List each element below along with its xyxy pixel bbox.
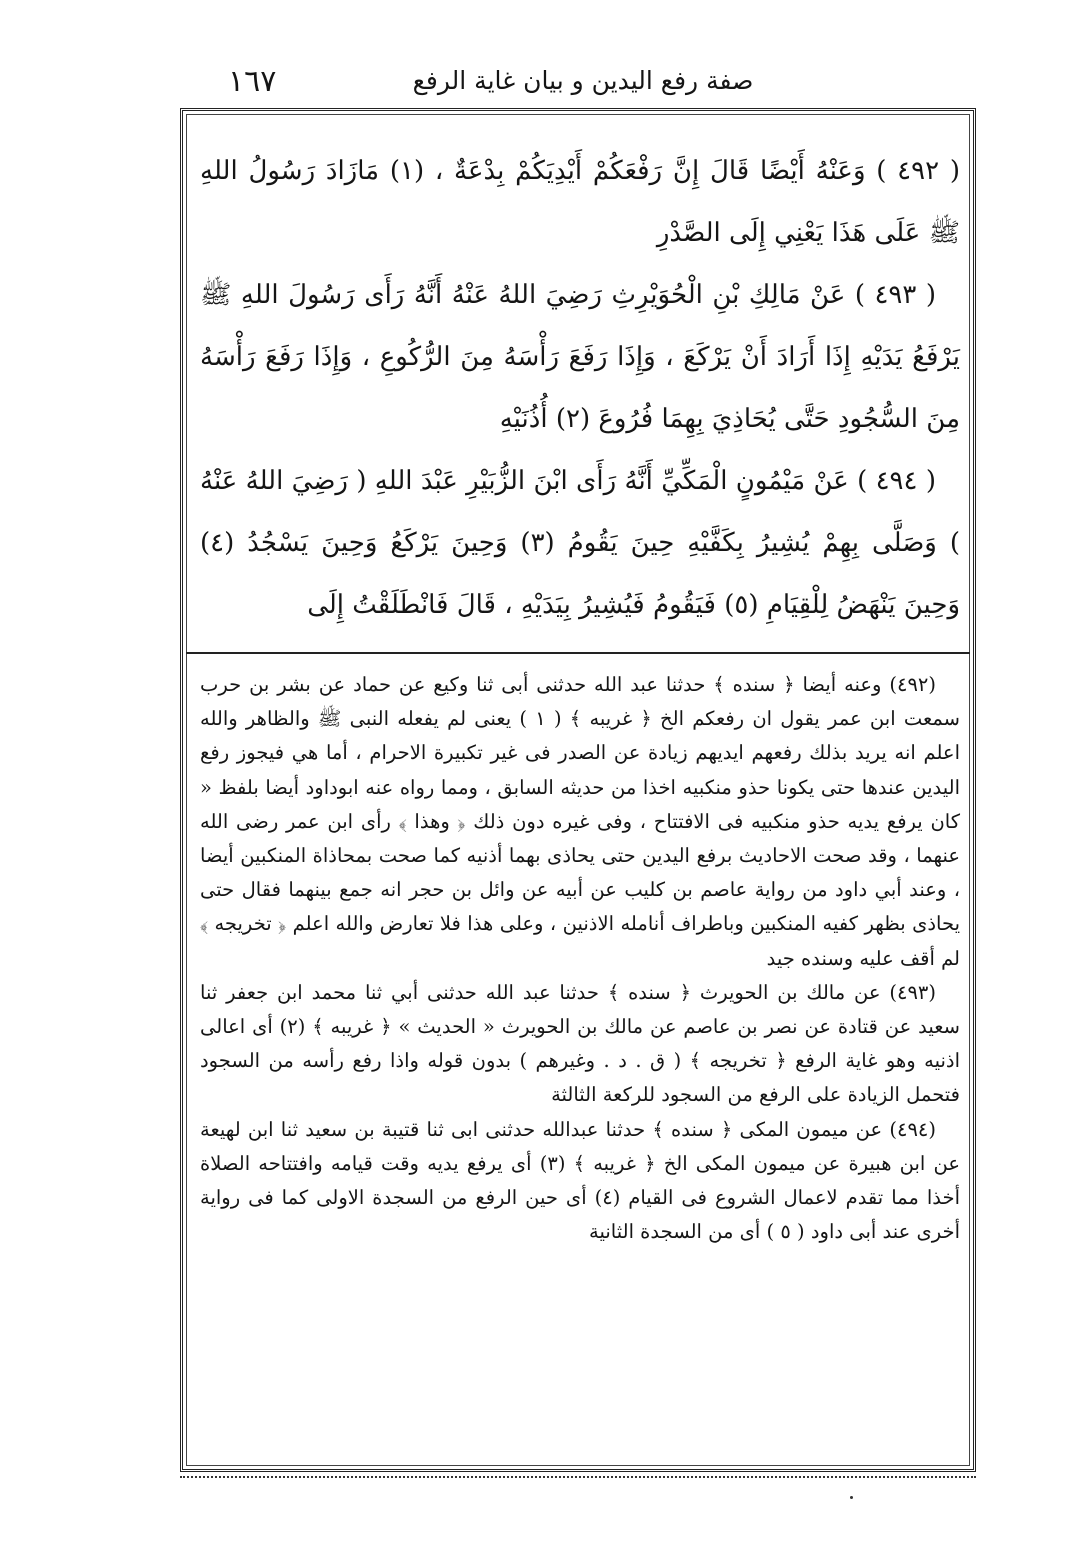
- hadith-493: ( ٤٩٣ ) عَنْ مَالِكِ بْنِ الْحُوَيْرِثِ رَضِيَ اللهُ عَنْهُ أَنَّهُ رَأَى رَسُولَ اللهِ ﷺ يَرْفَعُ يَدَيْهِ إِذَا أَرَادَ أَنْ يَرْكَعَ ، وَإِذَا رَفَعَ رَأْسَهُ مِنَ الرُّكُوعِ ، وَإِذَا رَفَعَ رَأْسَهُ مِنَ السُّجُودِ حَتَّى يُحَاذِيَ بِهِمَا فُرُوعَ (٢) أُذُنَيْهِ: [200, 280, 960, 434]
- commentary-492: (٤٩٢) وعنه أيضا ﴿ سنده ﴾ حدثنا عبد الله حدثنى أبى ثنا وكيع عن حماد عن بشر بن حرب سمعت ابن عمر يقول ان رفعكم الخ ﴿ غريبه ﴾ ( ١ ) يعنى لم يفعله النبى ﷺ والظاهر والله اعلم انه يريد بذلك رفعهم ايديهم زيادة عن الصدر فى غير تكبيرة الاحرام ، أما هي فيجوز رفع اليدين عندها حتى يكونا حذو منكبيه اخذا من حديثه السابق ، ومما رواه عنه ابوداود أيضا بلفظ « كان يرفع يديه حذو منكبيه فى الافتتاح ، وفى غيره دون ذلك ﴿ وهذا ﴾ رأى ابن عمر رضى الله عنهما ، وقد صحت الاحاديث برفع اليدين حتى يحاذى بهما أذنيه كما صحت بمحاذاة المنكبين أيضا ، وعند أبي داود من رواية عاصم بن كليب عن أبيه عن وائل بن حجر انه جمع بينهما فقال حتى يحاذى بظهر كفيه المنكبين وباطراف أنامله الاذنين ، وعلى هذا فلا تعارض والله اعلم ﴿ تخريجه ﴾ لم أقف عليه وسنده جيد: [200, 673, 961, 970]
- commentary-493: (٤٩٣) عن مالك بن الحويرث ﴿ سنده ﴾ حدثنا عبد الله حدثنى أبي ثنا محمد ابن جعفر ثنا سعيد عن قتادة عن نصر بن عاصم عن مالك بن الحويرث « الحديث » ﴿ غريبه ﴾ (٢) أى اعالى اذنيه وهو غاية الرفع ﴿ تخريجه ﴾ ( ق . د . وغيرهم ) بدون قوله واذا رفع رأسه من السجود فتحمل الزيادة على الرفع من السجود للركعة الثالثة: [200, 980, 960, 1107]
- page-number: ١٦٧: [228, 64, 277, 99]
- section-divider: [186, 652, 970, 654]
- hadith-text: [200, 140, 960, 636]
- bottom-rule: [180, 1476, 976, 1478]
- commentary-text: [200, 668, 960, 1249]
- hadith-492: ( ٤٩٢ ) وَعَنْهُ أَيْضًا قَالَ إِنَّ رَفْعَكُمْ أَيْدِيَكُمْ بِدْعَةٌ ، (١) مَازَادَ رَسُولُ اللهِ ﷺ عَلَى هَذَا يَعْنِي إِلَى الصَّدْرِ: [200, 156, 960, 248]
- hadith-494: ( ٤٩٤ ) عَنْ مَيْمُونٍ الْمَكِّيِّ أَنَّهُ رَأَى ابْنَ الزُّبَيْرِ عَبْدَ اللهِ ( رَضِيَ اللهُ عَنْهُ ) وَصَلَّى بِهِمْ يُشِيرُ بِكَفَّيْهِ حِينَ يَقُومُ (٣) وَحِينَ يَرْكَعُ وَحِينَ يَسْجُدُ (٤) وَحِينَ يَنْهَضُ لِلْقِيَامِ (٥) فَيَقُومُ فَيُشِيرُ بِيَدَيْهِ ، قَالَ فَانْطَلَقْتُ إِلَى: [200, 466, 960, 620]
- page-header: [188, 62, 978, 106]
- page-mark: [850, 1496, 853, 1499]
- running-title: صفة رفع اليدين و بيان غاية الرفع: [412, 66, 754, 95]
- commentary-494: (٤٩٤) عن ميمون المكى ﴿ سنده ﴾ حدثنا عبدالله حدثنى ابى ثنا قتيبة بن سعيد ثنا ابن لهيعة عن ابن هبيرة عن ميمون المكى الخ ﴿ غريبه ﴾ (٣) أى يرفع يديه وقت قيامه وافتتاحه الصلاة أخذا مما تقدم لاعمال الشروع فى القيام (٤) أى حين الرفع من السجدة الاولى كما فى رواية أخرى عند أبى داود ( ٥ ) أى من السجدة الثانية: [200, 1117, 960, 1244]
